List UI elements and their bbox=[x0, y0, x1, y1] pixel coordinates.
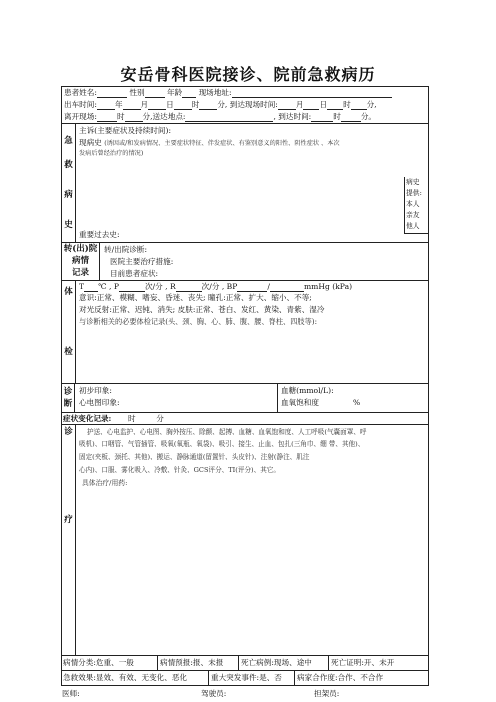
hour-label: 时 bbox=[343, 100, 351, 109]
month-label: 月 bbox=[140, 100, 149, 109]
arrival-hour-field[interactable] bbox=[311, 113, 333, 122]
bp-slash: / bbox=[267, 282, 270, 291]
lab-values-cell bbox=[277, 384, 428, 413]
spo2-line bbox=[281, 398, 360, 408]
temp-unit: ℃ , bbox=[98, 282, 112, 291]
present-illness-line bbox=[79, 138, 340, 149]
hour-label: 时 bbox=[333, 112, 341, 121]
dispatch-minute-field[interactable] bbox=[199, 101, 217, 110]
ecg-impression-label: 心电图印象: bbox=[79, 398, 120, 407]
resp-field[interactable] bbox=[176, 283, 202, 292]
bp-label: BP bbox=[226, 282, 238, 291]
minute-label: 分 bbox=[156, 414, 164, 423]
treatment-options-line-4: 心内)、口服、雾化吸入、冷敷、针灸、GCS评分、TI(评分)、其它。 bbox=[79, 466, 280, 474]
label-char: 体 bbox=[64, 287, 73, 297]
bp-systolic-field[interactable] bbox=[237, 283, 267, 292]
day-label: 日 bbox=[166, 100, 174, 109]
patient-info-line bbox=[64, 88, 392, 98]
address-field[interactable] bbox=[232, 89, 392, 98]
sex-label: 性别 bbox=[129, 88, 145, 97]
physical-exam-section bbox=[62, 280, 428, 384]
hour-label: 时 bbox=[128, 414, 136, 423]
death-case[interactable]: 死亡病例:现场、途中 bbox=[238, 656, 312, 671]
symptom-change-line bbox=[63, 414, 164, 424]
treatment-section bbox=[62, 424, 428, 656]
arrive-day-field[interactable] bbox=[303, 101, 319, 110]
dispatch-day-field[interactable] bbox=[148, 101, 166, 110]
age-label: 年龄 bbox=[166, 88, 183, 97]
history-source-title: 病史 bbox=[406, 178, 420, 186]
address-label: 现场地址: bbox=[198, 88, 232, 97]
hospital-treatment-label: 医院主要治疗措施: bbox=[110, 257, 174, 266]
major-emergency-event[interactable]: 重大突发事件:是、否 bbox=[208, 671, 282, 686]
source-relative-option[interactable]: 亲友 bbox=[406, 211, 420, 219]
symptom-hour-field[interactable] bbox=[114, 416, 128, 424]
page-title: 安岳骨科医院接诊、院前急救病历 bbox=[120, 65, 376, 84]
dispatch-time-line bbox=[64, 100, 377, 110]
patient-name-label: 患者姓名: bbox=[64, 88, 97, 97]
past-history-label: 重要过去史: bbox=[79, 230, 120, 239]
label-char: 病 bbox=[64, 190, 73, 200]
emergency-history-label bbox=[62, 124, 76, 243]
day-label: 日 bbox=[319, 100, 328, 109]
diagnosis-label bbox=[62, 384, 75, 413]
physical-exam-label bbox=[62, 281, 76, 384]
medical-record-form bbox=[61, 86, 429, 686]
doctor-signature-label: 医师: bbox=[62, 689, 80, 698]
month-label: 月 bbox=[295, 100, 304, 109]
label-char: 史 bbox=[64, 220, 73, 230]
header-section bbox=[62, 87, 428, 123]
label-char: 救 bbox=[64, 160, 73, 170]
present-illness-note: (诱因或/和发病情况、主要症状特征、伴发症状、有鉴别意义的阳性、阴性症状 、本次 bbox=[104, 140, 340, 147]
reflex-skin-line: 对光反射:正常、迟钝、消失; 皮肤:正常、苍白、发红、黄染、青紫、湿冷 bbox=[79, 305, 325, 314]
spo2-field[interactable] bbox=[319, 400, 353, 408]
present-illness-label: 现病史 bbox=[79, 138, 102, 147]
diagnosis-section bbox=[62, 383, 428, 413]
label-char: 转(出)院 bbox=[63, 244, 98, 254]
transfer-record-label bbox=[62, 243, 100, 281]
hour-label: 时 bbox=[116, 112, 125, 121]
arrival-minute-field[interactable] bbox=[341, 113, 361, 122]
blood-glucose-label: 血糖(mmol/L): bbox=[281, 386, 334, 395]
family-cooperation[interactable]: 病家合作度:合作、不合作 bbox=[294, 671, 383, 686]
temp-field[interactable] bbox=[84, 283, 98, 292]
destination-field[interactable] bbox=[185, 113, 273, 122]
consciousness-pupils-line: 意识:正常、模糊、嗜妄、昏迷、丧失; 瞳孔:正常、扩大、缩小、不等; bbox=[79, 293, 312, 302]
leave-scene-label: 离开现场: bbox=[64, 112, 97, 121]
specific-treatment-label: 具体治疗/用药: bbox=[82, 479, 128, 487]
destination-label: 分,送达地点: bbox=[142, 112, 186, 121]
condition-category[interactable]: 病情分类:危重、一般 bbox=[63, 658, 134, 667]
treatment-label bbox=[62, 425, 76, 656]
minute-label: 分。 bbox=[360, 112, 377, 121]
death-certificate[interactable]: 死亡证明:开、未开 bbox=[328, 656, 394, 671]
present-illness-note-2: 发病后曾经治疗的情况) bbox=[79, 150, 144, 157]
pulse-unit: 次/分 , bbox=[144, 282, 168, 291]
label-char: 记录 bbox=[71, 268, 89, 278]
label-char: 诊 bbox=[64, 427, 73, 437]
dispatch-year-field[interactable] bbox=[97, 101, 115, 110]
dispatch-hour-field[interactable] bbox=[174, 101, 192, 110]
arrive-scene-label: 到达现场时间: bbox=[229, 100, 278, 109]
arrive-month-field[interactable] bbox=[278, 101, 296, 110]
minute-label: 分, bbox=[366, 100, 377, 109]
symptom-minute-field[interactable] bbox=[138, 416, 156, 424]
leave-minute-field[interactable] bbox=[125, 113, 143, 122]
hour-label: 时 bbox=[191, 100, 200, 109]
minute-label: 分, bbox=[217, 100, 228, 109]
pulse-label: P bbox=[113, 282, 119, 291]
year-label: 年 bbox=[114, 100, 123, 109]
treatment-options-line-1: 护送、心电监护、心电图、胸外按压、除颤、起搏、血糖、血氧饱和度、人工呼吸(气囊面罩、呼 bbox=[87, 428, 367, 436]
chief-complaint-label: 主诉(主要症状及持续时间): bbox=[79, 126, 172, 135]
pulse-field[interactable] bbox=[119, 283, 145, 292]
age-field[interactable] bbox=[182, 89, 196, 98]
treatment-effect[interactable]: 急救效果:显效、有效、无变化、恶化 bbox=[63, 673, 188, 682]
leave-scene-line bbox=[64, 112, 376, 122]
leave-hour-field[interactable] bbox=[97, 113, 117, 122]
bp-diastolic-field[interactable] bbox=[270, 283, 304, 292]
symptom-change-label: 症状变化记录: bbox=[63, 414, 112, 423]
sex-field[interactable] bbox=[145, 89, 165, 98]
related-exam-label: 与诊断相关的必要体检记录(头、颈、胸、心、肺、腹、腰、脊柱、四肢等): bbox=[79, 317, 318, 326]
initial-impression-label: 初步印象: bbox=[79, 386, 112, 395]
transfer-diagnosis-label: 转/出院诊断: bbox=[104, 245, 148, 254]
patient-name-field[interactable] bbox=[97, 89, 127, 98]
driver-signature-label: 驾驶员: bbox=[201, 689, 227, 698]
outcome-row bbox=[62, 670, 428, 686]
stretcher-signature-label: 担架员: bbox=[314, 689, 340, 698]
dispatch-label: 出车时间: bbox=[64, 100, 97, 109]
label-char: 检 bbox=[64, 347, 73, 357]
temp-label: T bbox=[79, 282, 85, 291]
arrive-hour-field[interactable] bbox=[327, 101, 343, 110]
treatment-options-line-2: 吸机)、口咽管、气管插管、吸氧(氧瓶、氧袋)、吸引、接生、止血、包扎(三角巾、绷 带、其他)、 bbox=[79, 440, 365, 448]
spo2-percent: % bbox=[352, 398, 361, 407]
condition-forecast[interactable]: 病情预报:报、未报 bbox=[157, 656, 223, 671]
label-char: 诊 bbox=[63, 387, 73, 397]
label-char: 病情 bbox=[71, 256, 89, 266]
label-char: 急 bbox=[64, 136, 73, 146]
spo2-label: 血氧饱和度 bbox=[281, 398, 319, 407]
resp-unit: 次/分 , bbox=[201, 282, 225, 291]
source-self-option[interactable]: 本人 bbox=[406, 200, 420, 208]
arrive-minute-field[interactable] bbox=[351, 101, 367, 110]
label-char: 疗 bbox=[64, 515, 73, 525]
history-source-title-2: 提供: bbox=[406, 189, 422, 197]
bp-unit: mmHg (kPa) bbox=[303, 282, 353, 291]
emergency-history-section bbox=[62, 123, 428, 243]
treatment-options-line-3: 固定(夹板、颈托、其他)、搬运、静脉通道(留置针、头皮针)、注射(静注、肌注 bbox=[79, 453, 310, 461]
history-source-box bbox=[404, 177, 428, 234]
classification-row bbox=[62, 655, 428, 671]
resp-label: R bbox=[169, 282, 176, 291]
transfer-record-section bbox=[62, 242, 428, 281]
current-symptoms-label: 目前患者症状: bbox=[110, 269, 159, 278]
source-other-option[interactable]: 他人 bbox=[406, 222, 420, 230]
dispatch-month-field[interactable] bbox=[123, 101, 141, 110]
vitals-line bbox=[79, 282, 352, 292]
label-char: 断 bbox=[63, 399, 73, 409]
arrival-time-label: , 到达时间: bbox=[273, 112, 312, 121]
